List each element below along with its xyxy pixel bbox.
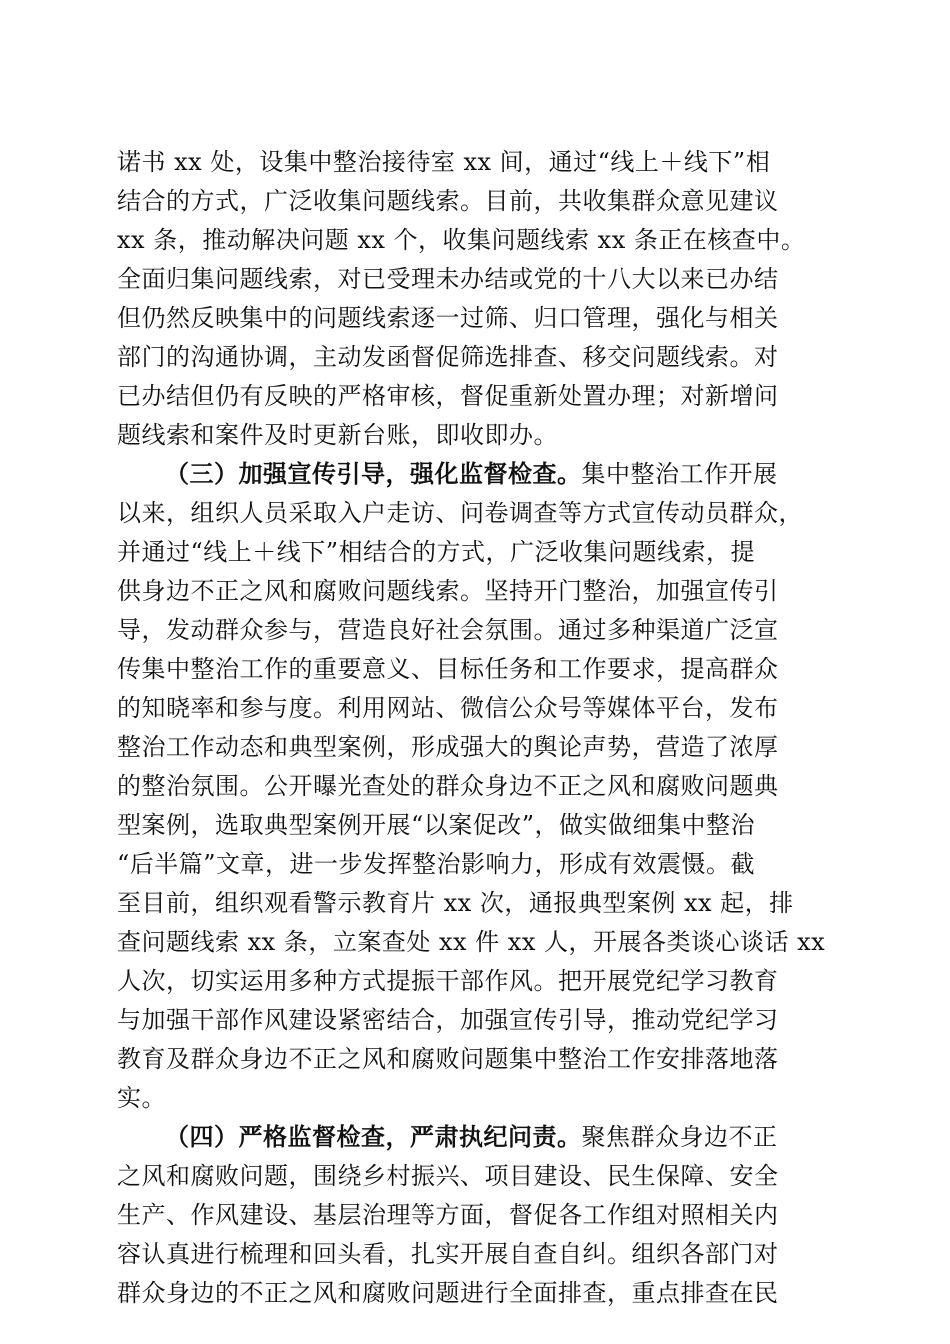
section3-line-2: 以来，组织人员采取入户走访、问卷调查等方式宣传动员群众， [117, 499, 803, 527]
section3-line-3: 并通过“线上＋线下”相结合的方式，广泛收集问题线索，提 [117, 538, 756, 566]
paragraph1-line-8: 题线索和案件及时更新台账，即收即办。 [117, 421, 558, 449]
paragraph1-line-7: 已办结但仍有反映的严格审核，督促重新处置办理；对新增问 [117, 382, 779, 410]
section3-line-13: 查问题线索 xx 条，立案查处 xx 件 xx 人，开展各类谈心谈话 xx [117, 928, 826, 956]
section3-line-15: 与加强干部作风建设紧密结合，加强宣传引导，推动党纪学习 [117, 1006, 779, 1034]
paragraph1-line-4: 全面归集问题线索，对已受理未办结或党的十八大以来已办结 [117, 265, 779, 293]
section4-line-2: 之风和腐败问题，围绕乡村振兴、项目建设、民生保障、安全 [117, 1162, 779, 1190]
paragraph1-line-1: 诺书 xx 处，设集中整治接待室 xx 间，通过“线上＋线下”相 [117, 148, 771, 176]
section3-line-16: 教育及群众身边不正之风和腐败问题集中整治工作安排落地落 [117, 1045, 779, 1073]
section3-line-14: 人次，切实运用多种方式提振干部作风。把开展党纪学习教育 [117, 967, 779, 995]
section3-first-line [165, 455, 881, 493]
section3-line-6: 传集中整治工作的重要意义、目标任务和工作要求，提高群众 [117, 655, 779, 683]
section4-line-3: 生产、作风建设、基层治理等方面，督促各工作组对照相关内 [117, 1201, 779, 1229]
section4-first-line [165, 1118, 881, 1156]
paragraph1-line-3: xx 条，推动解决问题 xx 个，收集问题线索 xx 条正在核查中。 [117, 226, 806, 254]
section4-heading: （四）严格监督检查，严肃执纪问责。 [165, 1123, 582, 1151]
section3-line-9: 的整治氛围。公开曝光查处的群众身边不正之风和腐败问题典 [117, 772, 779, 800]
section3-first-line-text: 集中整治工作开展 [581, 460, 778, 488]
paragraph1-line-2: 结合的方式，广泛收集问题线索。目前，共收集群众意见建议 [117, 187, 779, 215]
paragraph1-line-6: 部门的沟通协调，主动发函督促筛选排查、移交问题线索。对 [117, 343, 779, 371]
section4-line-5: 群众身边的不正之风和腐败问题进行全面排查，重点排查在民 [117, 1279, 779, 1307]
section3-line-11: “后半篇”文章，进一步发挥整治影响力，形成有效震慑。截 [117, 850, 756, 878]
section3-line-4: 供身边不正之风和腐败问题线索。坚持开门整治，加强宣传引 [117, 577, 779, 605]
section3-heading: （三）加强宣传引导，强化监督检查。 [165, 460, 582, 488]
section3-line-17: 实。 [117, 1084, 166, 1112]
section4-line-4: 容认真进行梳理和回头看，扎实开展自查自纠。组织各部门对 [117, 1240, 779, 1268]
section3-line-8: 整治工作动态和典型案例，形成强大的舆论声势，营造了浓厚 [117, 733, 779, 761]
section4-first-line-text: 聚焦群众身边不正 [581, 1123, 778, 1151]
section3-line-5: 导，发动群众参与，营造良好社会氛围。通过多种渠道广泛宣 [117, 616, 779, 644]
section3-line-7: 的知晓率和参与度。利用网站、微信公众号等媒体平台，发布 [117, 694, 779, 722]
section3-line-10: 型案例，选取典型案例开展“以案促改”，做实做细集中整治 [117, 811, 756, 839]
section3-line-12: 至目前，组织观看警示教育片 xx 次，通报典型案例 xx 起，排 [117, 889, 794, 917]
paragraph1-line-5: 但仍然反映集中的问题线索逐一过筛、归口管理，强化与相关 [117, 304, 779, 332]
